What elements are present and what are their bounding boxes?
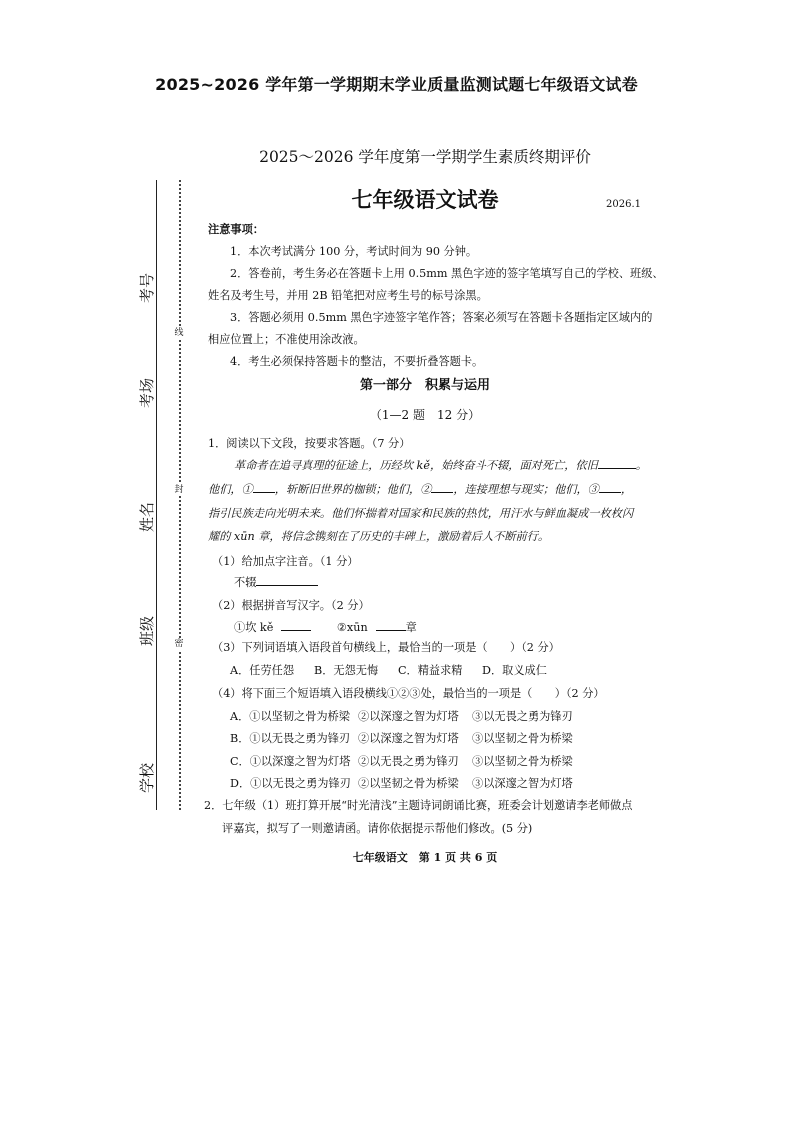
question-1 bbox=[208, 433, 647, 793]
option-b[interactable]: B．无怨无悔 bbox=[314, 664, 379, 677]
page-title: 2025~2026 学年第一学期期末学业质量监测试题七年级语文试卷 bbox=[155, 75, 638, 94]
notice-line-3-cont: 相应位置上；不准使用涂改液。 bbox=[208, 333, 365, 346]
q1-passage-text: ， bbox=[620, 483, 633, 496]
pinyin-item-2: ②xūn bbox=[336, 621, 368, 634]
notice-section bbox=[208, 218, 664, 368]
q1-passage-text: 革命者在追寻真理的征途上，历经坎 kě，始终奋斗不辍，面对死亡，依旧 bbox=[234, 459, 598, 472]
q1-sub4-option-c[interactable] bbox=[230, 751, 573, 773]
q1-sub1-label: （1）给加点字注音。（1 分） bbox=[212, 555, 359, 568]
q1-sub1-item bbox=[234, 572, 318, 594]
q1-passage-text: ，连接理想与现实；他们，③ bbox=[453, 483, 599, 496]
exam-subtitle: 2025～2026 学年度第一学期学生素质终期评价 bbox=[259, 148, 591, 166]
q1-passage-line-1 bbox=[234, 455, 647, 477]
option-part: ③以坚韧之骨为桥梁 bbox=[472, 732, 573, 745]
q1-passage-line-3: 指引民族走向光明未来。他们怀揣着对国家和民族的热忱，用汗水与鲜血凝成一枚枚闪 bbox=[208, 507, 634, 520]
notice-line-1: 1．本次考试满分 100 分，考试时间为 90 分钟。 bbox=[230, 245, 478, 258]
exam-title: 七年级语文试卷 bbox=[351, 187, 499, 212]
q1-sub4-option-d[interactable] bbox=[230, 773, 573, 795]
q1-sub4-label: （4）将下面三个短语填入语段横线①②③处，最恰当的一项是（ ）（2 分） bbox=[212, 687, 605, 700]
page-footer: 七年级语文 第 1 页 共 6 页 bbox=[352, 851, 498, 864]
option-part: ②以无畏之勇为锋刃 bbox=[358, 755, 459, 768]
blank-3[interactable] bbox=[599, 479, 621, 493]
q1-passage-line-4: 耀的 xūn 章，将信念镌刻在了历史的丰碑上，激励着后人不断前行。 bbox=[208, 530, 550, 543]
blank-2[interactable] bbox=[431, 479, 453, 493]
q2-line-2: 评嘉宾，拟写了一则邀请函。请你依据提示帮他们修改。(5 分) bbox=[222, 822, 533, 835]
field-school: 学校 bbox=[138, 763, 156, 794]
option-part: D．①以无畏之勇为锋刃 bbox=[230, 777, 351, 790]
field-name: 姓名 bbox=[138, 502, 156, 533]
pinyin-answer-blank[interactable] bbox=[256, 572, 318, 586]
q1-sub2-label: （2）根据拼音写汉字。（2 分） bbox=[212, 599, 370, 612]
q1-passage-text: ，斩断旧世界的枷锁；他们，② bbox=[274, 483, 432, 496]
seal-mark-line: 线 bbox=[174, 328, 184, 338]
pinyin-item-1: ①坎 kě bbox=[234, 621, 274, 634]
q1-sub3-label: （3）下列词语填入语段首句横线上，最恰当的一项是（ ）（2 分） bbox=[212, 641, 560, 654]
notice-line-2: 2．答卷前，考生务必在答题卡上用 0.5mm 黑色字迹的签字笔填写自己的学校、班级、 bbox=[230, 267, 664, 280]
q1-passage-text: 他们，① bbox=[208, 483, 253, 496]
q1-sub4-option-a[interactable] bbox=[230, 706, 573, 728]
option-part: C．①以深邃之智为灯塔 bbox=[230, 755, 351, 768]
notice-line-3: 3．答题必须用 0.5mm 黑色字迹签字笔作答；答案必须写在答题卡各题指定区域内的 bbox=[230, 311, 653, 324]
question-2 bbox=[204, 795, 642, 843]
blank-1[interactable] bbox=[253, 479, 275, 493]
q1-stem: 1．阅读以下文段，按要求答题。（7 分） bbox=[208, 437, 411, 450]
pinyin-item-2-end: 章 bbox=[405, 621, 417, 634]
option-part: B．①以无畏之勇为锋刃 bbox=[230, 732, 351, 745]
hanzi-blank-2[interactable] bbox=[376, 617, 406, 631]
notice-title: 注意事项： bbox=[208, 222, 264, 236]
part1-range: （1—2 题 12 分） bbox=[369, 408, 481, 422]
q1-sub3-options bbox=[230, 660, 547, 682]
field-exam-number: 考号 bbox=[138, 273, 156, 304]
q1-sub2-items bbox=[234, 617, 417, 639]
option-a[interactable]: A．任劳任怨 bbox=[230, 664, 295, 677]
option-part: ③以无畏之勇为锋刃 bbox=[472, 710, 573, 723]
q1-passage-line-2 bbox=[208, 479, 632, 501]
option-part: A．①以坚韧之骨为桥梁 bbox=[230, 710, 350, 723]
blank-first-sentence[interactable] bbox=[598, 455, 636, 469]
seal-mark-secret: 密 bbox=[174, 639, 184, 649]
exam-date: 2026.1 bbox=[606, 199, 641, 210]
notice-line-4: 4．考生必须保持答题卡的整洁，不要折叠答题卡。 bbox=[230, 355, 484, 368]
part1-title: 第一部分 积累与运用 bbox=[359, 378, 490, 393]
q1-sub4-option-b[interactable] bbox=[230, 728, 573, 750]
hanzi-blank-1[interactable] bbox=[281, 617, 311, 631]
dotted-word: 不辍 bbox=[234, 576, 257, 589]
option-part: ②以深邃之智为灯塔 bbox=[358, 732, 459, 745]
field-exam-room: 考场 bbox=[138, 378, 156, 409]
option-part: ③以深邃之智为灯塔 bbox=[472, 777, 573, 790]
notice-line-2-cont: 姓名及考生号，并用 2B 铅笔把对应考生号的标号涂黑。 bbox=[208, 289, 488, 302]
option-part: ②以坚韧之骨为桥梁 bbox=[358, 777, 459, 790]
seal-mark-seal: 封 bbox=[174, 485, 184, 495]
q2-line-1: 2．七年级（1）班打算开展“时光清浅”主题诗词朗诵比赛，班委会计划邀请李老师做点 bbox=[204, 799, 633, 812]
option-part: ②以深邃之智为灯塔 bbox=[358, 710, 459, 723]
option-part: ③以坚韧之骨为桥梁 bbox=[472, 755, 573, 768]
field-class: 班级 bbox=[138, 616, 156, 647]
option-c[interactable]: C．精益求精 bbox=[398, 664, 463, 677]
q1-passage-punct: 。 bbox=[635, 459, 647, 472]
option-d[interactable]: D．取义成仁 bbox=[482, 664, 547, 677]
